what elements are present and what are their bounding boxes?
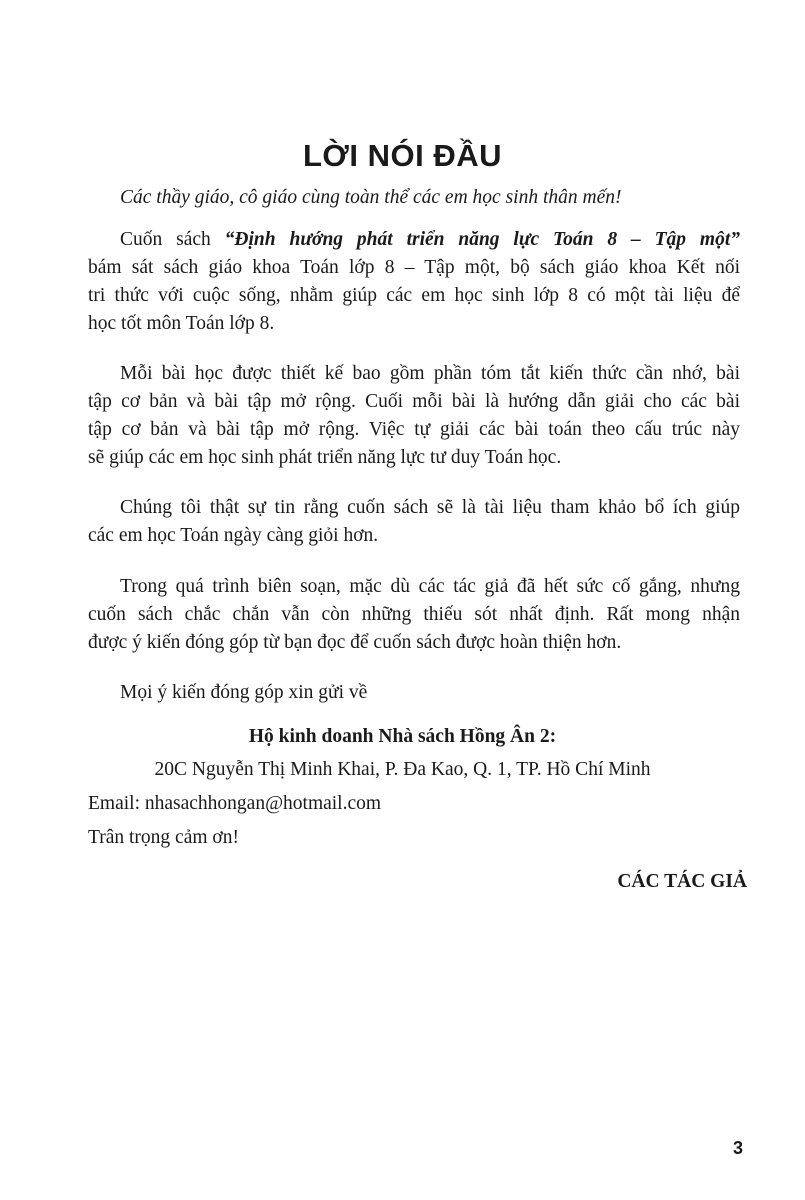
paragraph-1-line (120, 228, 740, 252)
paragraph-2-line: tập cơ bản và bài tập mở rộng. Việc tự giải các bài toán theo cấu trúc này (88, 419, 740, 440)
signature: CÁC TÁC GIẢ (617, 871, 747, 892)
paragraph-2-line: tập cơ bản và bài tập mở rộng. Cuối mỗi bài là hướng dẫn giải cho các bài (88, 391, 740, 412)
feedback-text: Mọi ý kiến đóng góp xin gửi về (120, 682, 368, 703)
publisher-name: Hộ kinh doanh Nhà sách Hồng Ân 2: (248, 726, 557, 747)
lead-text: Cuốn sách (120, 229, 225, 250)
paragraph-1-line: tri thức với cuộc sống, nhằm giúp các em học sinh lớp 8 có một tài liệu để (88, 285, 740, 306)
salutation: Các thầy giáo, cô giáo cùng toàn thể các em học sinh thân mến! (120, 187, 622, 208)
page-title: LỜI NÓI ĐẦU (303, 138, 502, 173)
paragraph-2-line: Mỗi bài học được thiết kế bao gồm phần tóm tắt kiến thức cần nhớ, bài (120, 363, 740, 384)
book-title: “Định hướng phát triển năng lực Toán 8 – Tập một” (224, 229, 741, 250)
publisher-address: 20C Nguyễn Thị Minh Khai, P. Đa Kao, Q. 1, TP. Hồ Chí Minh (154, 759, 651, 780)
email-line: Email: nhasachhongan@hotmail.com (88, 793, 382, 814)
paragraph-4-line: được ý kiến đóng góp từ bạn đọc để cuốn sách được hoàn thiện hơn. (88, 632, 622, 653)
paragraph-1-line: học tốt môn Toán lớp 8. (88, 313, 275, 334)
paragraph-3-line: các em học Toán ngày càng giỏi hơn. (88, 525, 379, 546)
paragraph-4-line: cuốn sách chắc chắn vẫn còn những thiếu sót nhất định. Rất mong nhận (88, 604, 740, 625)
thanks-text: Trân trọng cảm ơn! (88, 827, 239, 848)
paragraph-2-line: sẽ giúp các em học sinh phát triển năng lực tư duy Toán học. (88, 447, 562, 468)
paragraph-1-line: bám sát sách giáo khoa Toán lớp 8 – Tập một, bộ sách giáo khoa Kết nối (88, 257, 740, 278)
page-number: 3 (733, 1138, 744, 1158)
paragraph-3-line: Chúng tôi thật sự tin rằng cuốn sách sẽ là tài liệu tham khảo bổ ích giúp (120, 497, 740, 518)
paragraph-4-line: Trong quá trình biên soạn, mặc dù các tác giả đã hết sức cố gắng, nhưng (120, 576, 740, 597)
